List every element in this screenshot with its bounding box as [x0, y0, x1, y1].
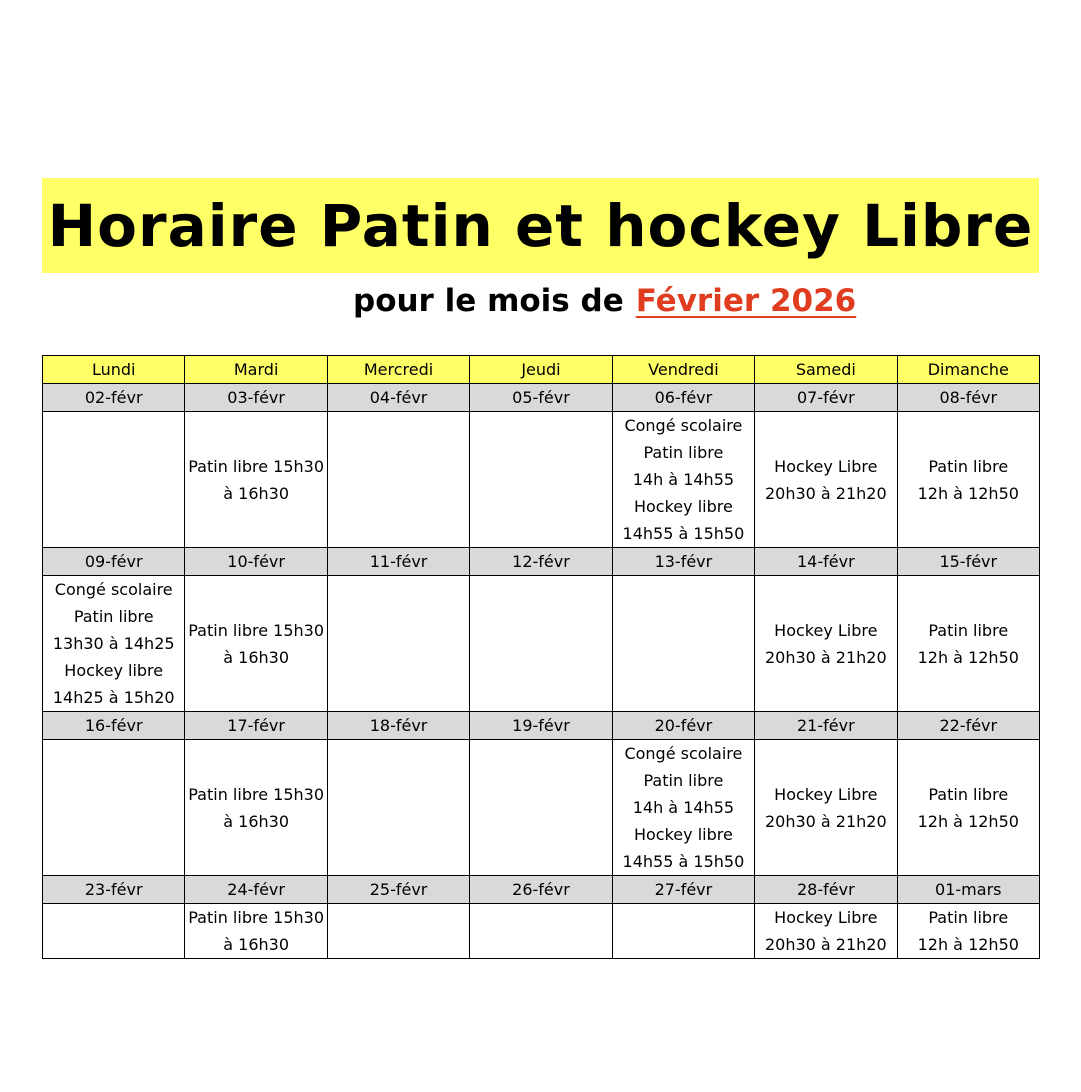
event-cell	[612, 412, 754, 548]
subtitle-prefix: pour le mois de	[353, 283, 624, 319]
event-line: Hockey libre	[64, 661, 164, 680]
date-cell: 09-févr	[43, 548, 185, 576]
weekday-header-row	[43, 356, 1040, 384]
events-row	[43, 904, 1040, 959]
event-cell	[470, 412, 612, 548]
event-line: à 16h30	[223, 647, 289, 667]
event-cell	[897, 576, 1039, 712]
date-cell: 20-févr	[612, 712, 754, 740]
event-line: 20h30 à 21h20	[764, 935, 887, 954]
date-cell: 06-févr	[612, 384, 754, 412]
weekday-header: Lundi	[43, 356, 185, 384]
date-cell: 13-févr	[612, 548, 754, 576]
events-row	[43, 576, 1040, 712]
event-line: 20h30 à 21h20	[764, 811, 887, 831]
event-line: Patin libre	[928, 456, 1009, 476]
event-cell	[755, 412, 897, 548]
event-line: 12h à 12h50	[917, 483, 1019, 503]
event-cell	[755, 576, 897, 712]
event-line: à 16h30	[223, 935, 289, 954]
event-line: Congé scolaire	[624, 744, 743, 763]
page-title: Horaire Patin et hockey Libre	[47, 191, 1034, 260]
weekday-header: Mercredi	[327, 356, 469, 384]
subtitle-month: Février 2026	[635, 283, 857, 319]
events-row	[43, 740, 1040, 876]
date-cell: 10-févr	[185, 548, 327, 576]
date-cell: 17-févr	[185, 712, 327, 740]
date-cell: 15-févr	[897, 548, 1039, 576]
event-line: Patin libre	[928, 908, 1009, 927]
date-cell: 05-févr	[470, 384, 612, 412]
event-line: Patin libre	[73, 607, 154, 626]
event-line: Hockey libre	[633, 497, 733, 516]
event-line: 14h à 14h55	[632, 470, 735, 489]
event-line: 14h55 à 15h50	[622, 852, 745, 871]
event-line: Hockey Libre	[774, 784, 878, 804]
event-line: 14h à 14h55	[632, 798, 735, 817]
event-line: 12h à 12h50	[917, 935, 1019, 954]
date-cell: 01-mars	[897, 876, 1039, 904]
event-cell	[897, 412, 1039, 548]
event-cell	[185, 412, 327, 548]
event-line: Hockey Libre	[774, 620, 878, 640]
event-cell	[755, 740, 897, 876]
date-row	[43, 876, 1040, 904]
event-cell	[185, 576, 327, 712]
date-cell: 18-févr	[327, 712, 469, 740]
event-cell	[43, 740, 185, 876]
event-cell	[185, 904, 327, 959]
event-line: 14h55 à 15h50	[622, 524, 745, 543]
date-cell: 25-févr	[327, 876, 469, 904]
events-row	[43, 412, 1040, 548]
event-line: Patin libre 15h30	[188, 456, 324, 476]
date-cell: 24-févr	[185, 876, 327, 904]
event-cell	[327, 576, 469, 712]
event-line: Patin libre	[643, 771, 724, 790]
schedule-calendar	[42, 355, 1040, 959]
event-cell	[470, 904, 612, 959]
event-cell	[470, 576, 612, 712]
weekday-header: Dimanche	[897, 356, 1039, 384]
date-cell: 11-févr	[327, 548, 469, 576]
date-cell: 02-févr	[43, 384, 185, 412]
date-cell: 19-févr	[470, 712, 612, 740]
date-cell: 04-févr	[327, 384, 469, 412]
title-banner	[42, 178, 1039, 273]
event-cell	[897, 740, 1039, 876]
event-cell	[755, 904, 897, 959]
weekday-header: Mardi	[185, 356, 327, 384]
date-cell: 27-févr	[612, 876, 754, 904]
event-line: Patin libre	[928, 620, 1009, 640]
event-line: 13h30 à 14h25	[52, 634, 175, 653]
event-cell	[43, 412, 185, 548]
weekday-header: Jeudi	[470, 356, 612, 384]
event-cell	[43, 576, 185, 712]
event-line: Patin libre	[643, 443, 724, 462]
event-line: 14h25 à 15h20	[52, 688, 175, 707]
event-line: Patin libre 15h30	[188, 784, 324, 804]
event-line: à 16h30	[223, 811, 289, 831]
date-cell: 23-févr	[43, 876, 185, 904]
event-line: 12h à 12h50	[917, 811, 1019, 831]
event-line: Patin libre 15h30	[188, 620, 324, 640]
event-cell	[612, 904, 754, 959]
date-row	[43, 384, 1040, 412]
date-cell: 03-févr	[185, 384, 327, 412]
event-line: Hockey libre	[633, 825, 733, 844]
date-cell: 12-févr	[470, 548, 612, 576]
date-cell: 22-févr	[897, 712, 1039, 740]
event-cell	[327, 740, 469, 876]
event-cell	[612, 576, 754, 712]
weekday-header: Vendredi	[612, 356, 754, 384]
date-cell: 07-févr	[755, 384, 897, 412]
date-row	[43, 712, 1040, 740]
event-line: Hockey Libre	[774, 908, 878, 927]
date-cell: 21-févr	[755, 712, 897, 740]
event-line: 20h30 à 21h20	[764, 483, 887, 503]
event-cell	[327, 904, 469, 959]
event-line: Congé scolaire	[54, 580, 173, 599]
date-cell: 08-févr	[897, 384, 1039, 412]
date-cell: 28-févr	[755, 876, 897, 904]
date-row	[43, 548, 1040, 576]
calendar-body	[43, 356, 1040, 959]
event-cell	[897, 904, 1039, 959]
event-line: Patin libre	[928, 784, 1009, 804]
event-line: à 16h30	[223, 483, 289, 503]
event-line: 20h30 à 21h20	[764, 647, 887, 667]
event-line: Hockey Libre	[774, 456, 878, 476]
date-cell: 14-févr	[755, 548, 897, 576]
event-cell	[612, 740, 754, 876]
event-line: Congé scolaire	[624, 416, 743, 435]
subtitle	[353, 276, 856, 326]
event-cell	[185, 740, 327, 876]
event-line: 12h à 12h50	[917, 647, 1019, 667]
weekday-header: Samedi	[755, 356, 897, 384]
event-line: Patin libre 15h30	[188, 908, 324, 927]
event-cell	[470, 740, 612, 876]
date-cell: 26-févr	[470, 876, 612, 904]
event-cell	[327, 412, 469, 548]
event-cell	[43, 904, 185, 959]
date-cell: 16-févr	[43, 712, 185, 740]
